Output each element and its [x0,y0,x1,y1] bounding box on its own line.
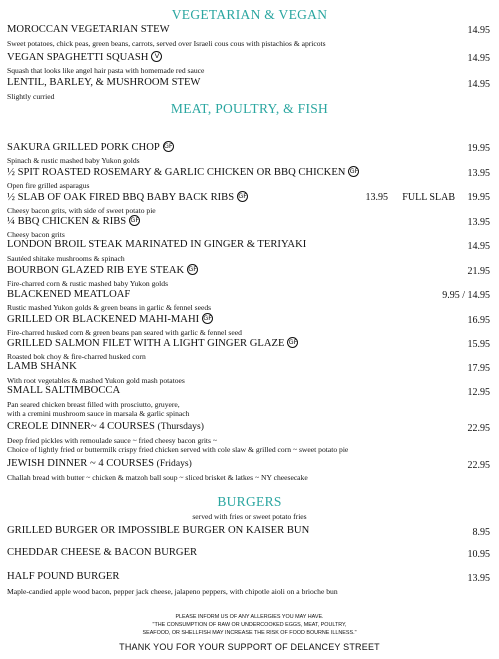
allergy-notice: PLEASE INFORM US OF ANY ALLERGIES YOU MAY HAVE. [175,614,324,620]
item-name: MOROCCAN VEGETARIAN STEW [7,24,170,35]
item-price: 14.95 [467,25,490,36]
item-price: 13.95 [467,217,490,228]
item-description: Cheesy bacon grits, with side of sweet potato pie [7,206,156,215]
item-name: HALF POUND BURGER [7,571,120,582]
item-description: With root vegetables & mashed Yukon gold mash potatoes [7,376,185,385]
item-name: CREOLE DINNER~ 4 COURSES (Thursdays) [7,421,204,432]
item-description: Maple-candied apple wood bacon, pepper jack cheese, jalapeno peppers, with chipotle aioli on a brioche bun [7,587,338,596]
thank-you-message: THANK YOU FOR YOUR SUPPORT OF DELANCEY STREET [119,642,380,652]
vegan-icon: V [151,51,162,62]
item-name: BOURBON GLAZED RIB EYE STEAK GF [7,265,198,276]
section-heading-vegetarian: VEGETARIAN & VEGAN [171,7,328,22]
item-price: 22.95 [467,460,490,471]
item-name: ½ SPIT ROASTED ROSEMARY & GARLIC CHICKEN OR BBQ CHICKEN GF [7,167,359,178]
item-description: Challah bread with butter ~ chicken & matzoh ball soup ~ sliced brisket & latkes ~ NY cheesecake [7,473,308,482]
full-slab-label: FULL SLAB [402,192,455,203]
item-description: Pan seared chicken breast filled with prosciutto, gruyere, [7,400,180,409]
item-description: Fire-charred husked corn & green beans pan seared with garlic & fennel seed [7,328,242,337]
item-name: ½ SLAB OF OAK FIRED BBQ BABY BACK RIBS GF [7,192,248,203]
item-name: LENTIL, BARLEY, & MUSHROOM STEW [7,77,201,88]
item-price: 8.95 [472,527,490,538]
item-price: 19.95 [467,143,490,154]
item-price: 21.95 [467,266,490,277]
item-name: BLACKENED MEATLOAF [7,289,131,300]
item-name: LAMB SHANK [7,361,77,372]
item-description: Roasted bok choy & fire-charred husked corn [7,352,146,361]
gluten-free-icon: GF [288,338,298,346]
item-description: Spinach & rustic mashed baby Yukon golds [7,156,140,165]
item-name: GRILLED BURGER OR IMPOSSIBLE BURGER ON KAISER BUN [7,525,310,536]
gluten-free-icon: GF [188,265,198,273]
item-name: GRILLED OR BLACKENED MAHI-MAHI GF [7,314,213,325]
item-price: 14.95 [467,79,490,90]
consumption-warning-line2: SEAFOOD, OR SHELLFISH MAY INCREASE THE RISK OF FOOD BOURNE ILLNESS." [142,630,357,636]
item-name: SAKURA GRILLED PORK CHOP GF [7,142,173,153]
item-name: GRILLED SALMON FILET WITH A LIGHT GINGER GLAZE GF [7,338,298,349]
item-name: SMALL SALTIMBOCCA [7,385,121,396]
item-name: ¼ BBQ CHICKEN & RIBS GF [7,216,140,227]
item-price: 15.95 [467,339,490,350]
item-price: 16.95 [467,315,490,326]
item-price: 12.95 [467,387,490,398]
gluten-free-icon: GF [163,142,173,150]
consumption-warning-line1: "THE CONSUMPTION OF RAW OR UNDERCOOKED EGGS, MEAT, POULTRY, [152,622,347,628]
section-heading-meat: MEAT, POULTRY, & FISH [170,101,329,116]
item-name: VEGAN SPAGHETTI SQUASH V [7,51,162,63]
gluten-free-icon: GF [349,167,359,175]
item-price-half-slab: 13.95 [365,192,388,203]
gluten-free-icon: GF [238,192,248,200]
item-price: 13.95 [467,573,490,584]
item-price: 22.95 [467,423,490,434]
item-price: 19.95 [467,192,490,203]
gluten-free-icon: GF [130,216,140,224]
item-description-line2: with a cremini mushroom sauce in marsala & garlic spinach [7,409,190,418]
item-description: Open fire grilled asparagus [7,181,90,190]
item-description: Rustic mashed Yukon golds & green beans in garlic & fennel seeds [7,303,212,312]
gluten-free-icon: GF [203,314,213,322]
burgers-subtitle: served with fries or sweet potato fries [192,512,307,521]
item-description: Sweet potatoes, chick peas, green beans, carrots, served over Israeli cous cous with pistachios & apricots [7,39,326,48]
section-heading-burgers: BURGERS [217,494,282,509]
item-description: Cheesy bacon grits [7,230,65,239]
item-name: LONDON BROIL STEAK MARINATED IN GINGER & TERIYAKI [7,239,307,250]
item-price: 13.95 [467,168,490,179]
item-price: 14.95 [467,53,490,64]
item-description: Fire-charred corn & rustic mashed baby Yukon golds [7,279,169,288]
item-name: JEWISH DINNER ~ 4 COURSES (Fridays) [7,458,192,469]
item-description: Sautéed shitake mushrooms & spinach [7,254,125,263]
item-description: Slightly curried [7,92,55,101]
item-name: CHEDDAR CHEESE & BACON BURGER [7,547,198,558]
item-description-line2: Choice of lightly fried or buttermilk crispy fried chicken served with cole slaw & grilled corn ~ sweet potato pie [7,445,349,454]
item-price: 9.95 / 14.95 [442,290,490,301]
item-description: Deep fried pickles with remoulade sauce ~ fried cheesy bacon grits ~ [7,436,218,445]
item-price: 17.95 [467,363,490,374]
item-price: 10.95 [467,549,490,560]
item-price: 14.95 [467,241,490,252]
item-description: Squash that looks like angel hair pasta with homemade red sauce [7,66,205,75]
